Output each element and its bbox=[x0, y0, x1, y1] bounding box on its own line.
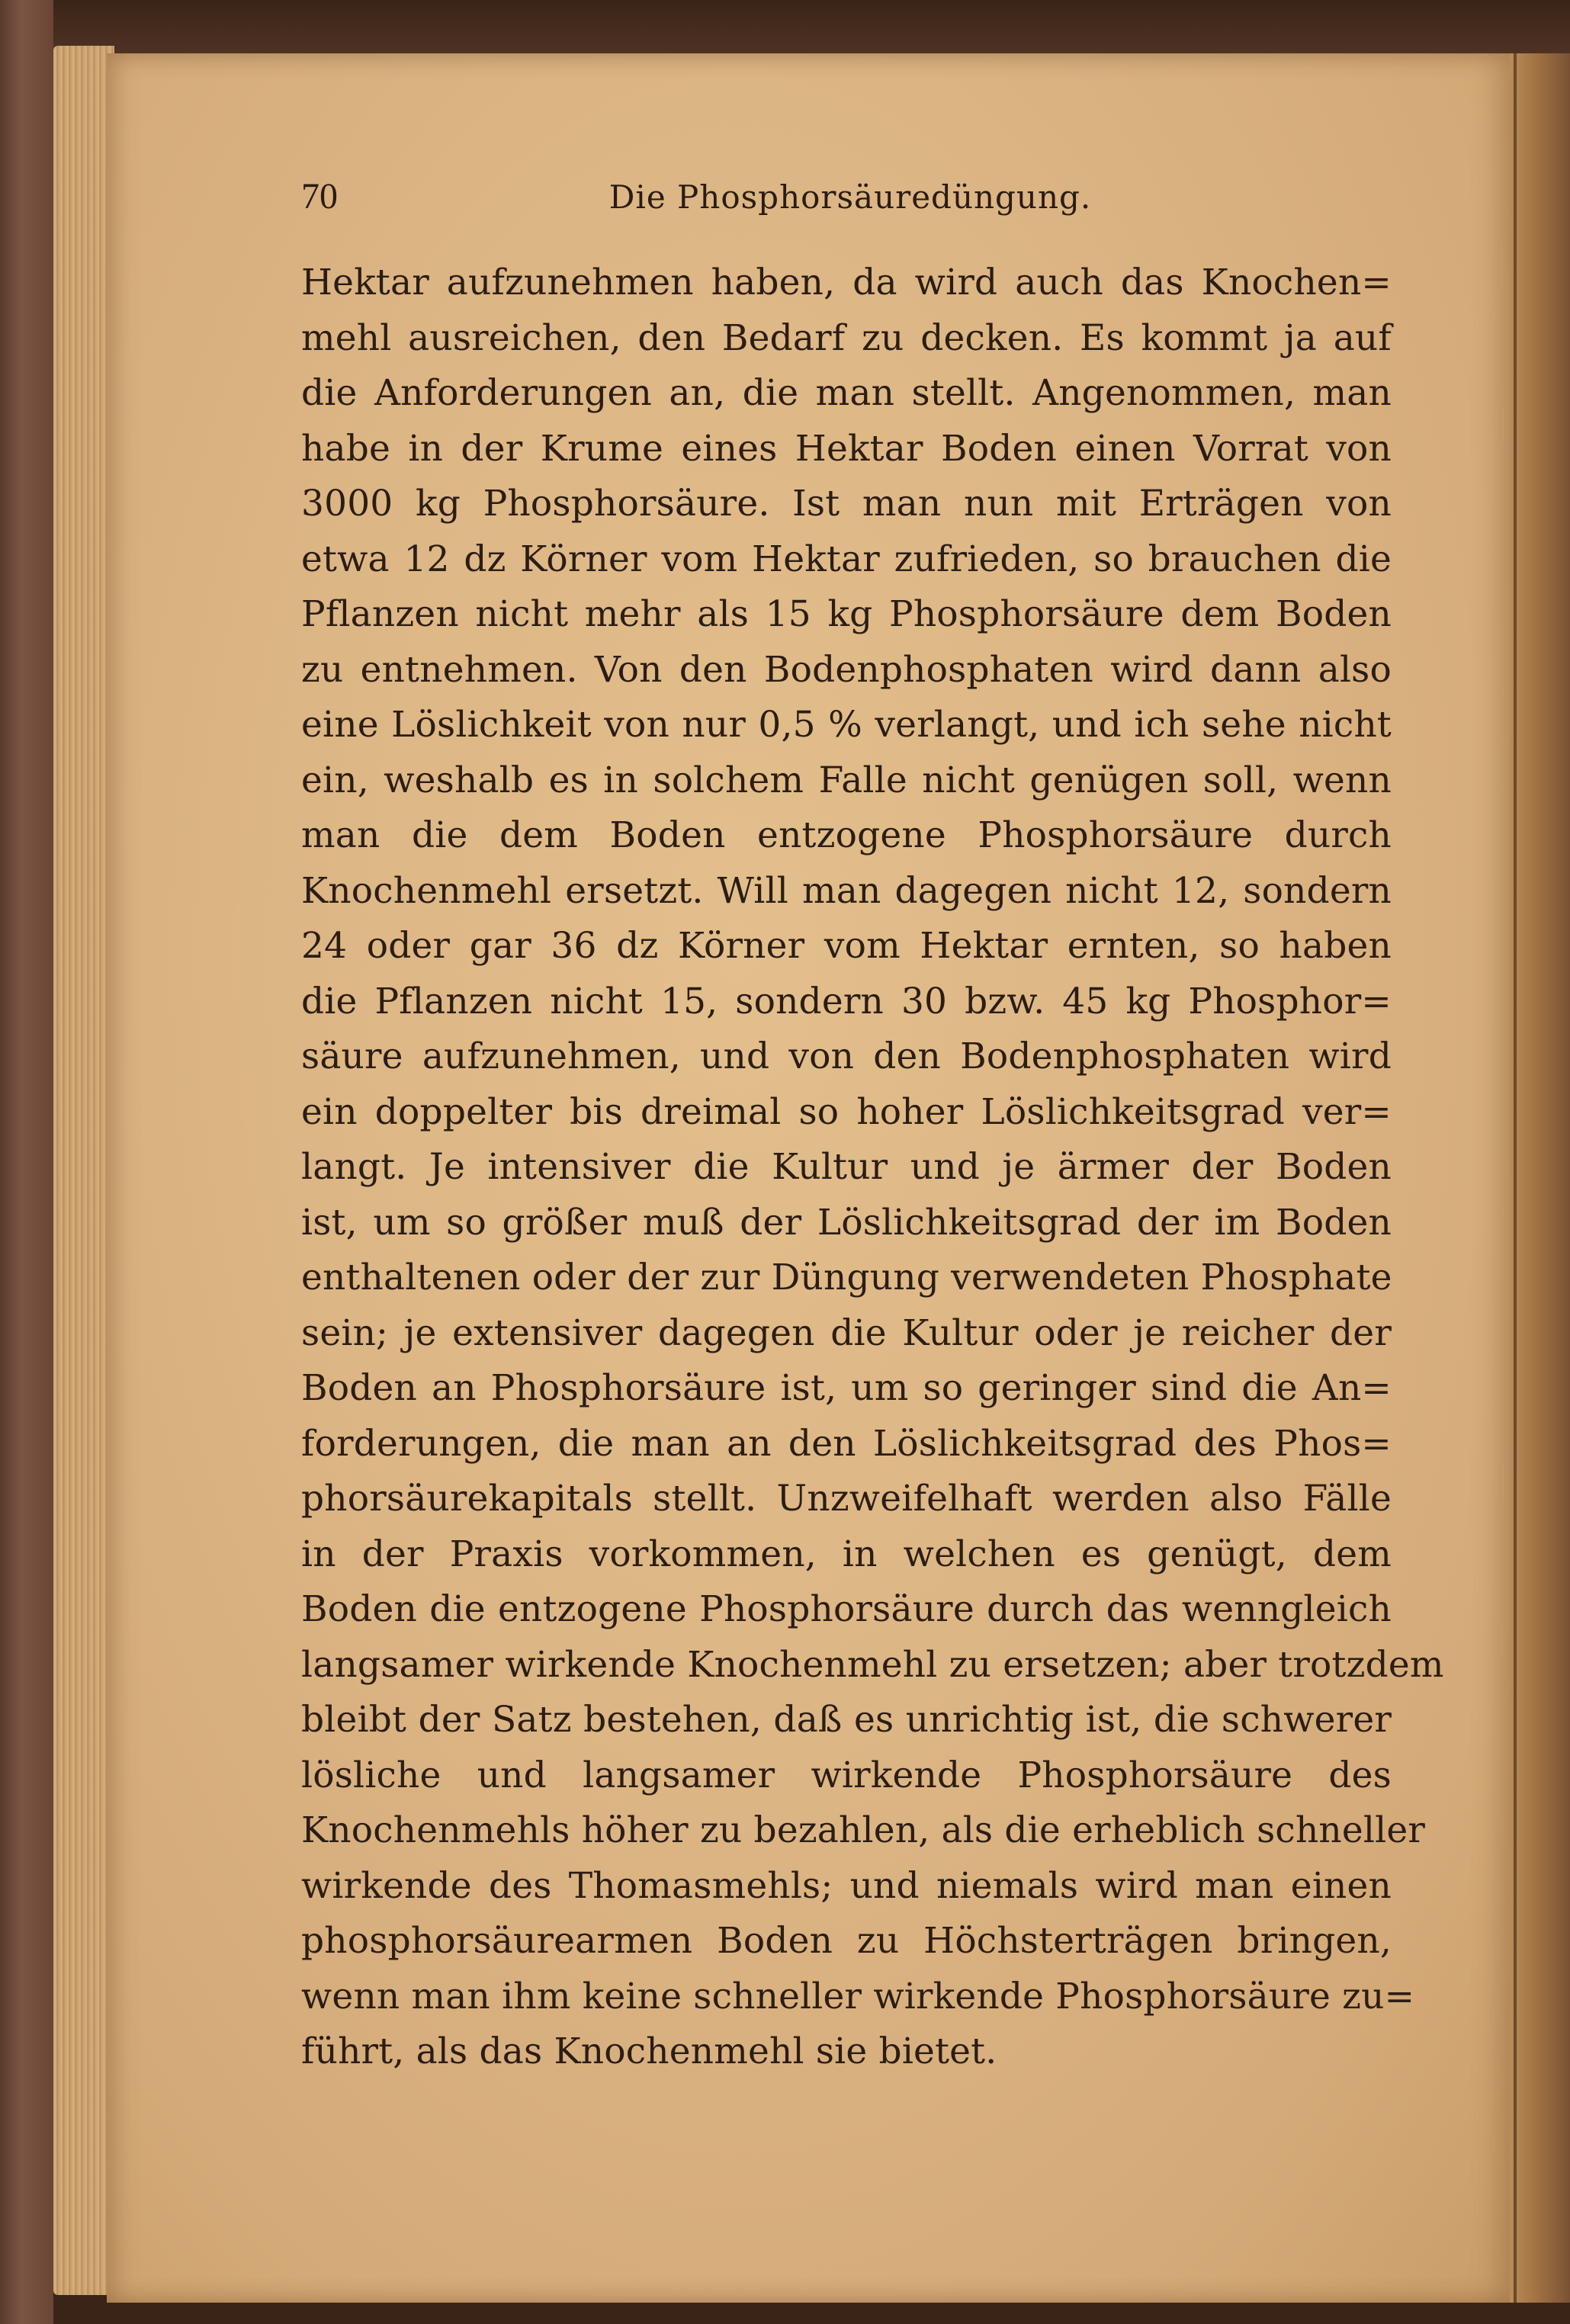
text-line: 24 oder gar 36 dz Körner vom Hektar ernten, so haben bbox=[301, 925, 1392, 967]
text-line: man die dem Boden entzogene Phosphorsäure durch bbox=[301, 814, 1392, 856]
book-edge-right bbox=[1510, 53, 1570, 2303]
book-cover-bottom bbox=[53, 2303, 1570, 2324]
text-line: zu entnehmen. Von den Bodenphosphaten wird dann also bbox=[301, 648, 1392, 691]
text-line: lösliche und langsamer wirkende Phosphorsäure des bbox=[301, 1754, 1392, 1796]
text-line: Hektar aufzunehmen haben, da wird auch das Knochen= bbox=[301, 262, 1392, 303]
text-line: Knochenmehls höher zu bezahlen, als die erheblich schneller bbox=[301, 1809, 1426, 1851]
text-line: die Anforderungen an, die man stellt. Angenommen, man bbox=[301, 372, 1392, 414]
text-line-last: führt, als das Knochenmehl sie bietet. bbox=[301, 2030, 997, 2072]
text-line: Boden die entzogene Phosphorsäure durch das wenngleich bbox=[301, 1588, 1392, 1630]
text-line: langsamer wirkende Knochenmehl zu ersetzen; aber trotzdem bbox=[301, 1643, 1444, 1686]
text-line: enthaltenen oder der zur Düngung verwendeten Phosphate bbox=[301, 1257, 1392, 1298]
page-number: 70 bbox=[301, 176, 338, 217]
text-line: wenn man ihm keine schneller wirkende Phosphorsäure zu= bbox=[301, 1975, 1415, 2017]
text-line: ein doppelter bis dreimal so hoher Löslichkeitsgrad ver= bbox=[301, 1090, 1392, 1133]
text-line: forderungen, die man an den Löslichkeitsgrad des Phos= bbox=[301, 1422, 1392, 1465]
text-line: habe in der Krume eines Hektar Boden einen Vorrat von bbox=[301, 427, 1392, 470]
text-line: die Pflanzen nicht 15, sondern 30 bzw. 45 kg Phosphor= bbox=[301, 980, 1392, 1022]
page-edges bbox=[53, 46, 114, 2295]
page-fold-line bbox=[1514, 53, 1517, 2303]
text-line: phorsäurekapitals stellt. Unzweifelhaft werden also Fälle bbox=[301, 1478, 1392, 1520]
text-line: langt. Je intensiver die Kultur und je ärmer der Boden bbox=[301, 1146, 1392, 1188]
text-line: mehl ausreichen, den Bedarf zu decken. Es kommt ja auf bbox=[301, 316, 1392, 359]
text-line: Knochenmehl ersetzt. Will man dagegen nicht 12, sondern bbox=[301, 869, 1392, 912]
text-line: eine Löslichkeit von nur 0,5 % verlangt, und ich sehe nicht bbox=[301, 704, 1392, 746]
text-line: ein, weshalb es in solchem Falle nicht genügen soll, wenn bbox=[301, 759, 1392, 801]
text-line: Pflanzen nicht mehr als 15 kg Phosphorsäure dem Boden bbox=[301, 593, 1392, 635]
text-line: wirkende des Thomasmehls; und niemals wird man einen bbox=[301, 1864, 1392, 1907]
book-cover-top bbox=[53, 0, 1570, 53]
text-line: bleibt der Satz bestehen, daß es unrichtig ist, die schwerer bbox=[301, 1699, 1392, 1741]
text-line: sein; je extensiver dagegen die Kultur oder je reicher der bbox=[301, 1311, 1392, 1354]
book-cover-left bbox=[0, 0, 53, 2324]
body-text bbox=[301, 255, 1444, 2080]
page-header bbox=[301, 175, 1399, 229]
text-line: phosphorsäurearmen Boden zu Höchsterträgen bringen, bbox=[301, 1920, 1392, 1962]
running-title: Die Phosphorsäuredüngung. bbox=[608, 178, 1092, 216]
text-line: etwa 12 dz Körner vom Hektar zufrieden, so brauchen die bbox=[301, 538, 1392, 580]
text-line: säure aufzunehmen, und von den Bodenphosphaten wird bbox=[301, 1035, 1392, 1077]
text-line: 3000 kg Phosphorsäure. Ist man nun mit Erträgen von bbox=[301, 483, 1392, 525]
text-line: in der Praxis vorkommen, in welchen es genügt, dem bbox=[301, 1533, 1392, 1575]
text-line: ist, um so größer muß der Löslichkeitsgrad der im Boden bbox=[301, 1201, 1392, 1244]
text-line: Boden an Phosphorsäure ist, um so geringer sind die An= bbox=[301, 1367, 1392, 1409]
